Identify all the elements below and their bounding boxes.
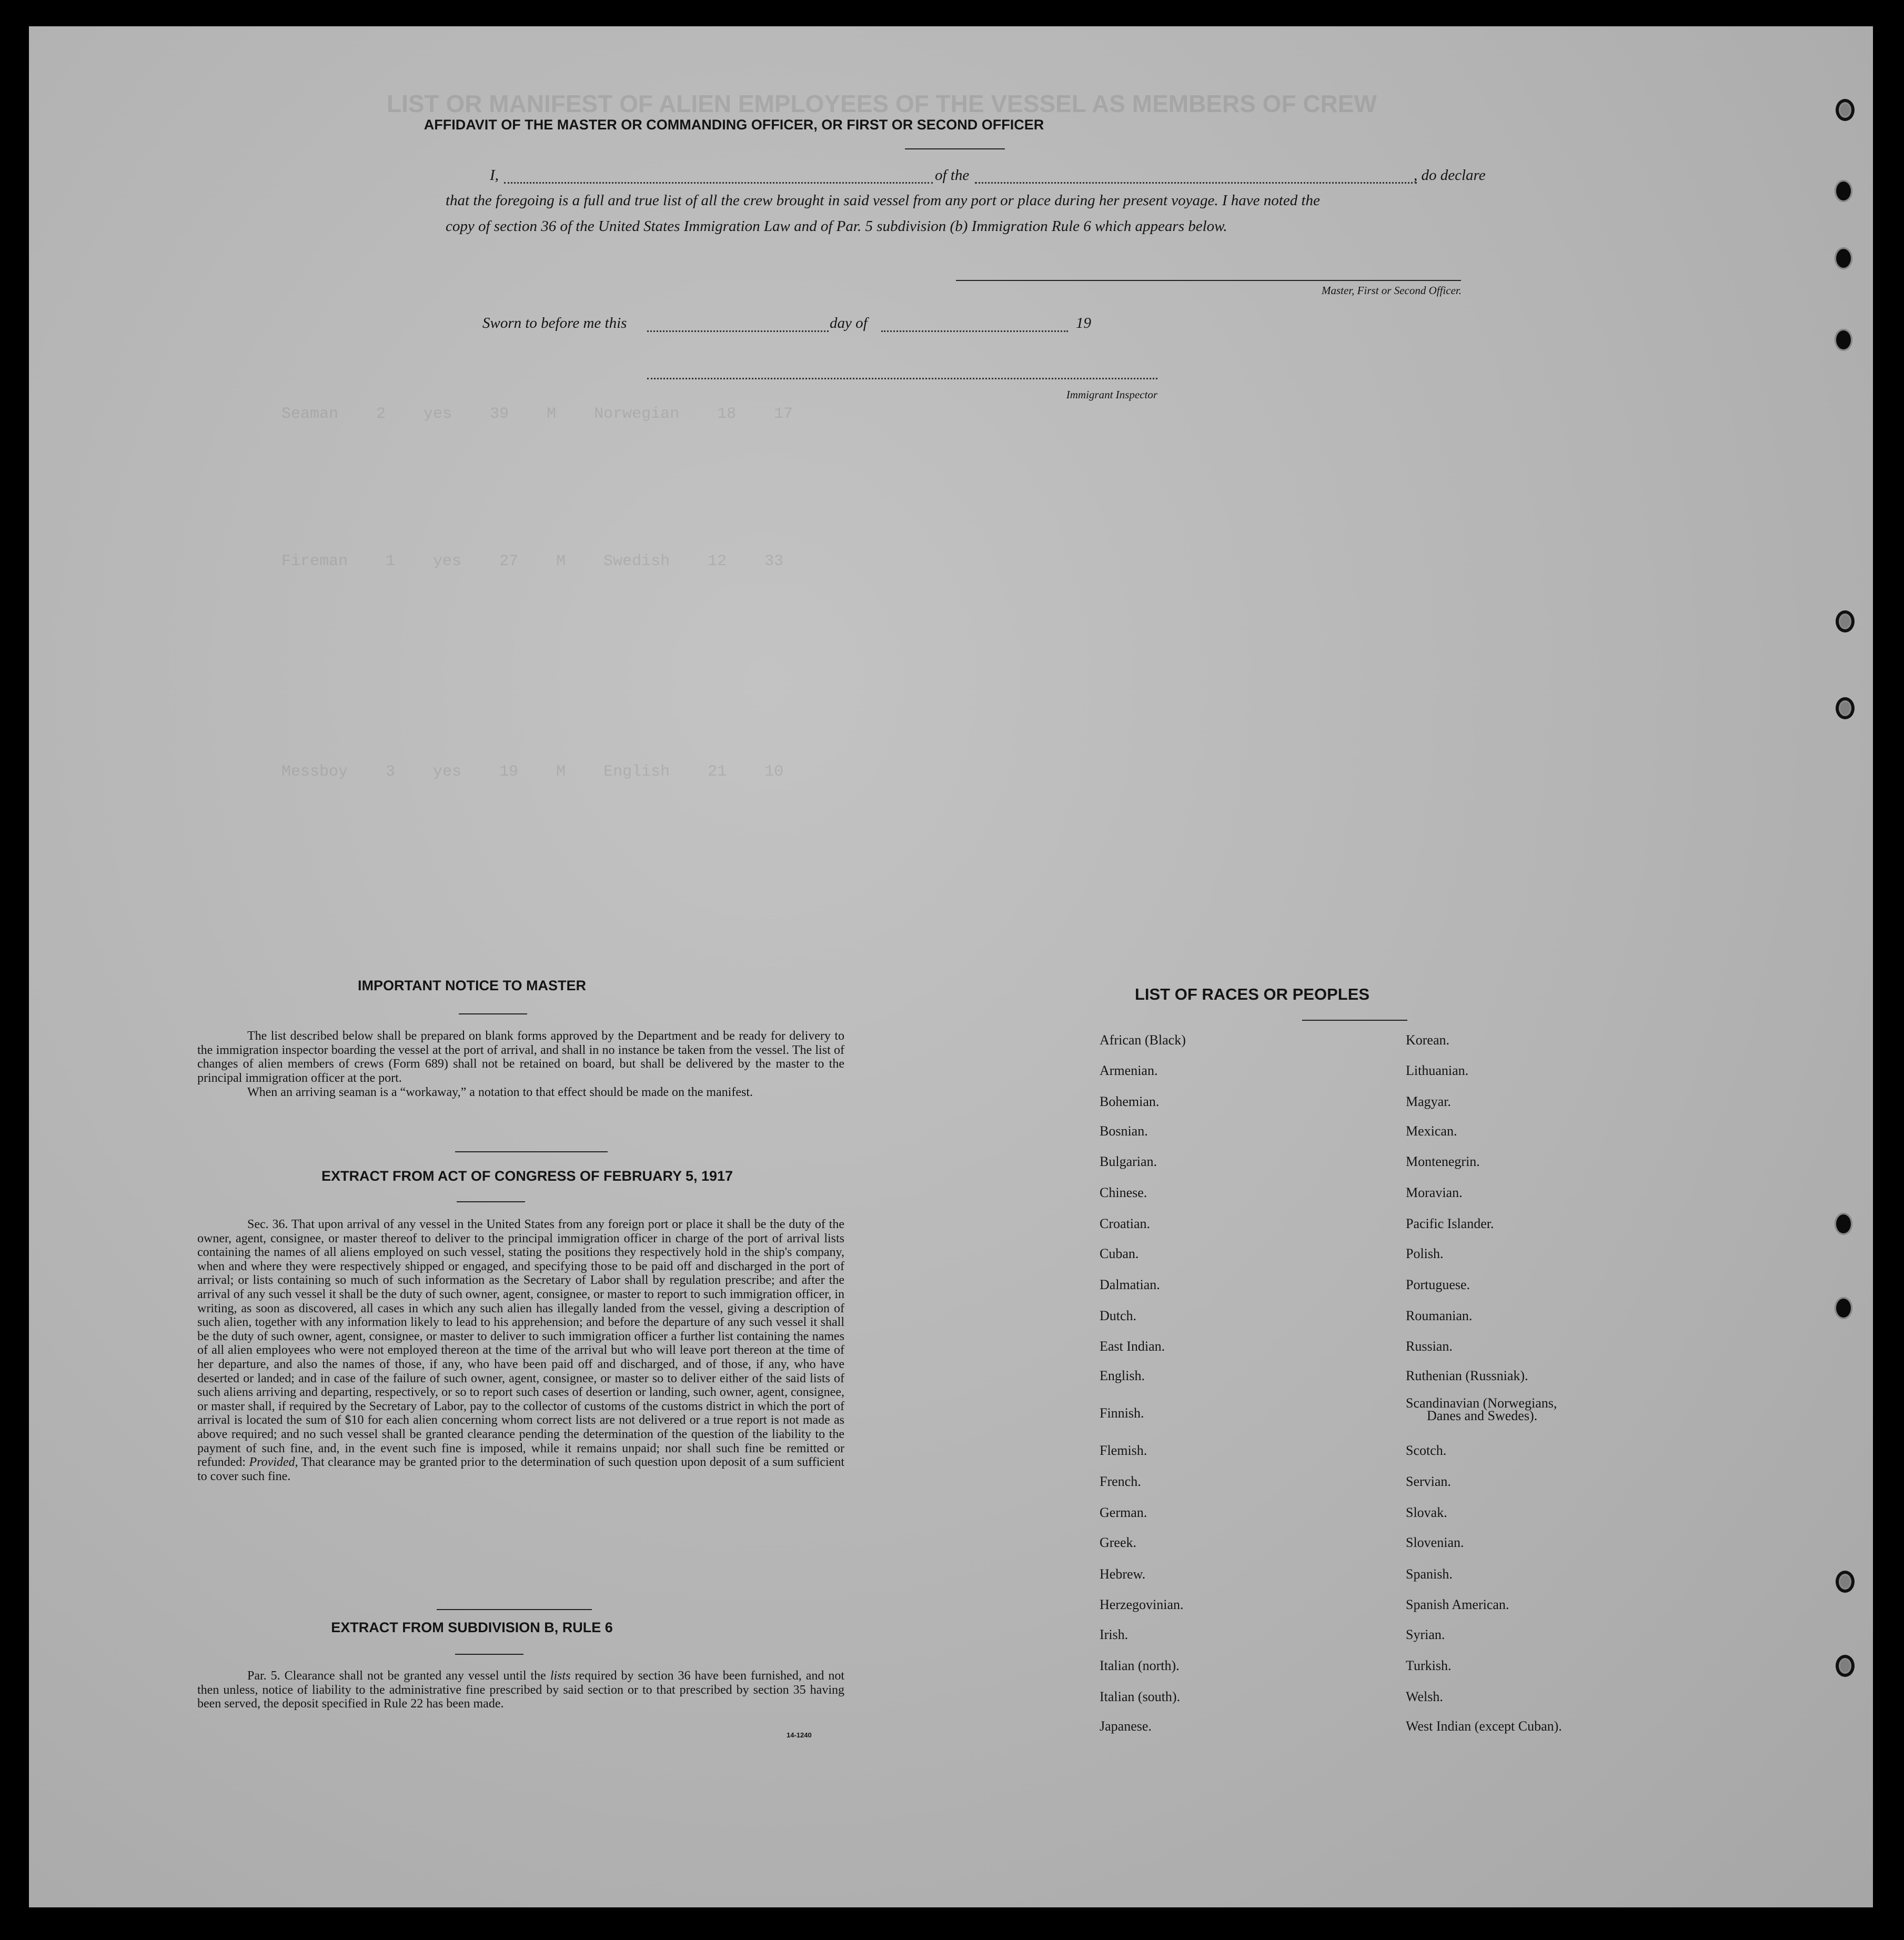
race-item: German. (1100, 1505, 1147, 1520)
punch-hole (1835, 329, 1852, 351)
punch-hole (1835, 1213, 1852, 1235)
race-item: Finnish. (1100, 1405, 1144, 1421)
race-item: Russian. (1406, 1339, 1453, 1354)
race-item: African (Black) (1100, 1032, 1186, 1048)
provided-word: Provided, (249, 1455, 298, 1470)
race-item: Magyar. (1406, 1094, 1451, 1109)
race-item: Pacific Islander. (1406, 1216, 1494, 1231)
punch-hole (1835, 1297, 1852, 1319)
rule-text-a: Par. 5. Clearance shall not be granted any vessel until the (247, 1669, 546, 1683)
race-item: Italian (south). (1100, 1689, 1181, 1704)
race-item: Bosnian. (1100, 1123, 1148, 1139)
race-item: Spanish. (1406, 1566, 1453, 1582)
punch-hole (1836, 1655, 1855, 1677)
divider (459, 1013, 527, 1014)
races-title: LIST OF RACES OR PEOPLES (1134, 985, 1370, 1003)
race-item: East Indian. (1100, 1339, 1165, 1354)
day-of-text: day of (830, 315, 868, 331)
affidavit-i: I, (490, 167, 499, 184)
race-item: Cuban. (1100, 1246, 1139, 1261)
master-name-blank[interactable] (504, 182, 933, 184)
inspector-label: Immigrant Inspector (1066, 388, 1157, 401)
act-extract-title: EXTRACT FROM ACT OF CONGRESS OF FEBRUARY 5, 1917 (321, 1168, 733, 1184)
vessel-name-blank[interactable] (975, 182, 1417, 184)
race-item: Bohemian. (1100, 1094, 1160, 1109)
punch-hole (1835, 247, 1852, 269)
race-item: Bulgarian. (1100, 1154, 1157, 1169)
sworn-month-blank[interactable] (881, 330, 1068, 332)
punch-hole (1836, 610, 1855, 632)
bleed-through-row: Fireman 1 yes 27 M Swedish 12 33 (281, 552, 784, 570)
bleed-through-row: Messboy 3 yes 19 M English 21 10 (281, 763, 784, 781)
bleed-through-row: Seaman 2 yes 39 M Norwegian 18 17 (281, 405, 793, 423)
race-item: Chinese. (1100, 1185, 1147, 1200)
race-item: West Indian (except Cuban). (1406, 1718, 1562, 1734)
race-item: Dalmatian. (1100, 1277, 1160, 1292)
race-item: Italian (north). (1100, 1658, 1180, 1673)
divider (437, 1609, 592, 1610)
bleed-through-heading: LIST OR MANIFEST OF ALIEN EMPLOYEES OF THE VESSEL AS MEMBERS OF CREW (387, 90, 1377, 117)
race-item: Irish. (1100, 1627, 1129, 1642)
punch-hole (1836, 1571, 1855, 1593)
race-item: Armenian. (1100, 1063, 1158, 1078)
race-item: Ruthenian (Russniak). (1406, 1368, 1528, 1383)
document-page (29, 26, 1873, 1907)
lists-word: lists (550, 1669, 571, 1683)
sworn-text: Sworn to before me this (482, 315, 627, 331)
race-item: Lithuanian. (1406, 1063, 1469, 1078)
race-item: Montenegrin. (1406, 1154, 1480, 1169)
race-item: Spanish American. (1406, 1597, 1509, 1612)
race-item: French. (1100, 1474, 1141, 1489)
race-item: Danes and Swedes). (1427, 1408, 1538, 1423)
section-36-end: That clearance may be granted prior to the determination of such question upon deposit of a sum sufficient to cover such fine. (197, 1455, 844, 1483)
race-item: Scotch. (1406, 1443, 1447, 1458)
form-number: 14-1240 (787, 1731, 812, 1739)
punch-hole (1835, 180, 1852, 202)
race-item: Hebrew. (1100, 1566, 1146, 1582)
section-36-body: That upon arrival of any vessel in the United States from any foreign port or place it shall be the duty of the owner, agent, consignee, or master thereof to deliver to the principal immigration officer in charge of the port of arrival lists containing the names of all aliens employed on such vessel, stating the positions they respectively hold in the ship's company, when and where they were respectively shipped or engaged, and specifying those to be paid off and discharged in the port of arrival; or lists containing so much of such information as the Secretary of Labor shall by regulation prescribe; and after the arrival of any such vessel it shall be the duty of such owner, agent, consignee, or master to report to such immigration officer, in writing, as soon as discovered, all cases in which any such alien has illegally landed from the vessel, giving a description of such alien, together with any information likely to lead to his apprehension; and before the departure of any such vessel it shall be the duty of such owner, agent, consignee, or master to deliver to such immigration officer a further list containing the names of all alien employees who were not employed thereon at the time of the arrival but who will leave port thereon at the time of her departure, and also the names of those, if any, who have been paid off and discharged, and of those, if any, who have deserted or landed; and in case of the failure of such owner, agent, consignee, or master so to deliver either of the said lists of such aliens arriving and departing, respectively, or so to report such cases of desertion or landing, such owner, agent, consignee, or master shall, if required by the Secretary of Labor, pay to the collector of customs of the customs district in which the port of arrival is located the sum of $10 for each alien concerning whom correct lists are not delivered or a true report is not made as above required; and no such vessel shall be granted clearance pending the determination of the question of the liability to the payment of such fine, and, in the event such fine is imposed, while it remains unpaid; nor shall such fine be remitted or refunded: (197, 1218, 844, 1470)
race-item: Syrian. (1406, 1627, 1445, 1642)
affidavit-do-declare: , do declare (1414, 167, 1486, 184)
divider (455, 1654, 523, 1655)
section-36-text (197, 1218, 844, 1483)
punch-hole (1836, 697, 1855, 719)
divider (1302, 1020, 1407, 1021)
affidavit-line-2: that the foregoing is a full and true list of all the crew brought in said vessel from any port or place during her present voyage. I have noted the (446, 192, 1320, 209)
rule-extract-title: EXTRACT FROM SUBDIVISION B, RULE 6 (331, 1620, 613, 1635)
race-item: Flemish. (1100, 1443, 1147, 1458)
notice-paragraph-2: When an arriving seaman is a “workaway,” a notation to that effect should be made on the manifest. (247, 1085, 753, 1099)
race-item: Servian. (1406, 1474, 1451, 1489)
race-item: Croatian. (1100, 1216, 1151, 1231)
race-item: Moravian. (1406, 1185, 1463, 1200)
master-signature-label: Master, First or Second Officer. (1322, 284, 1462, 297)
race-item: Japanese. (1100, 1718, 1152, 1734)
divider (457, 1201, 525, 1202)
race-item: English. (1100, 1368, 1145, 1383)
race-item: Turkish. (1406, 1658, 1452, 1673)
race-item: Slovak. (1406, 1505, 1447, 1520)
race-item: Dutch. (1100, 1308, 1137, 1323)
punch-hole (1836, 99, 1855, 121)
master-signature-line[interactable] (956, 280, 1461, 281)
race-item: Polish. (1406, 1246, 1444, 1261)
race-item: Scandinavian (Norwegians, (1406, 1395, 1557, 1411)
race-item: Portuguese. (1406, 1277, 1470, 1292)
rule-paragraph (197, 1669, 844, 1711)
race-item: Greek. (1100, 1535, 1137, 1550)
inspector-signature-line[interactable] (647, 378, 1157, 379)
race-item: Korean. (1406, 1032, 1450, 1048)
notice-paragraph-1: The list described below shall be prepared on blank forms approved by the Department and be ready for delivery to the immigration inspector boarding the vessel at the port of arrival, and shall in no instance be taken from the vessel. The list of changes of alien members of crews (Form 689) shall not be retained on board, but shall be delivered by the master to the principal immigration officer at the port. (197, 1029, 844, 1085)
race-item: Mexican. (1406, 1123, 1457, 1139)
race-item: Slovenian. (1406, 1535, 1464, 1550)
race-item: Herzegovinian. (1100, 1597, 1184, 1612)
divider (905, 148, 1005, 149)
section-label: Sec. 36. (247, 1218, 288, 1231)
affidavit-of-the: of the (935, 167, 970, 184)
year-prefix: 19 (1076, 315, 1091, 331)
affidavit-line-3: copy of section 36 of the United States Immigration Law and of Par. 5 subdivision (b) Immigration Rule 6 which appears below. (446, 218, 1227, 235)
notice-title: IMPORTANT NOTICE TO MASTER (358, 978, 586, 993)
race-item: Welsh. (1406, 1689, 1443, 1704)
affidavit-title: AFFIDAVIT OF THE MASTER OR COMMANDING OFFICER, OR FIRST OR SECOND OFFICER (424, 117, 1044, 133)
race-item: Roumanian. (1406, 1308, 1473, 1323)
sworn-day-blank[interactable] (647, 330, 829, 332)
divider (455, 1151, 608, 1152)
rule-text-b: required by section 36 have been furnished, and not then unless, notice of liability to the administrative fine prescribed by said section or to that prescribed by section 35 having been served, the deposit specified in Rule 22 has been made. (197, 1669, 845, 1711)
